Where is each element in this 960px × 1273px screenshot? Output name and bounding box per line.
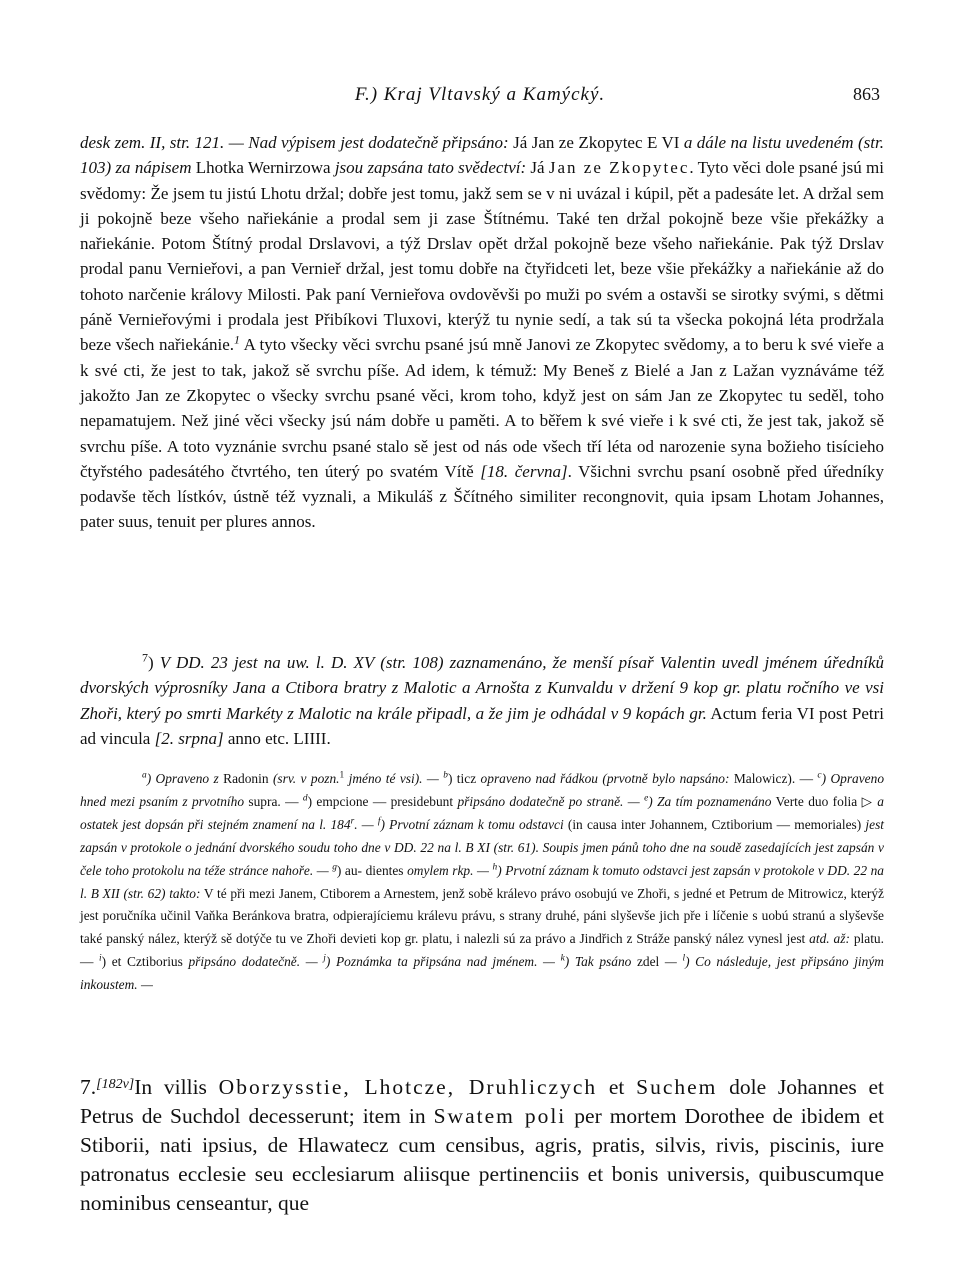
folio-reference: [182v]	[96, 1077, 135, 1092]
main-text-segment: jsou zapsána tato svědectví:	[334, 158, 527, 178]
apparatus-segment: ) Prvotní záznam k tomu odstavci	[380, 816, 564, 832]
apparatus-segment: Radonin	[218, 771, 273, 786]
apparatus-segment: platu. —	[80, 931, 884, 970]
page-number: 863	[853, 84, 880, 104]
footnote-marker: 1	[234, 332, 240, 347]
apparatus-marker: k	[560, 953, 565, 964]
apparatus-marker: b	[443, 770, 448, 781]
main-text-segment: a dále na listu uvedeném (str. 103) za nápisem	[80, 133, 885, 178]
apparatus-segment: ) Co následuje, jest připsáno jiným inkoustem. —	[80, 954, 884, 993]
apparatus-segment: omylem rkp. —	[407, 862, 493, 878]
entry-number: 7.	[80, 1075, 97, 1099]
note-segment: Actum feria VI post Petri ad vincula	[80, 703, 885, 748]
apparatus-segment: Malowicz). —	[729, 771, 818, 786]
apparatus-marker: e	[644, 793, 649, 804]
apparatus-segment: Verte duo folia	[771, 793, 862, 809]
apparatus-segment: ) Tak psáno	[564, 954, 632, 970]
running-head	[80, 84, 880, 114]
note-segment: )	[147, 653, 160, 672]
apparatus-segment: ) Opraveno hned mezi psaním z prvotního	[80, 771, 885, 809]
running-title: F.) Kraj Vltavský a Kamýcký.	[354, 84, 606, 105]
entry-segment: per mortem Dorothee de ibidem et Stiborii, nati ipsius, de Hlawatecz cum censibus, agris, pratis, silvis, rivis, piscinis, iure patronatus ecclesie seu ecclesiarum aliisque pertinenciis et bonis universis, quibuscumque nominibus censeantur, que	[80, 1104, 885, 1215]
apparatus-segment: zdel	[631, 954, 665, 970]
entry-7	[80, 1070, 884, 1218]
apparatus-segment: (srv. v pozn.	[272, 771, 340, 786]
main-text-segment: . Všichni svrchu psaní osobně před úředníky podavše těch lístkóv, ústně též vyznali, a Mikuláš z Ščítného similiter recongnovit, quia ipsam Lhotam Johannes, pater suus, tenuit per plures annos.	[80, 461, 884, 532]
main-text-segment: Lhotka Wernirzowa	[191, 158, 335, 178]
apparatus-marker: l	[682, 953, 686, 964]
apparatus-marker: a	[142, 770, 147, 781]
apparatus-marker: d	[302, 793, 308, 804]
apparatus-segment: —	[664, 954, 683, 970]
apparatus-marker: h	[492, 862, 498, 873]
apparatus-segment: atd. až:	[809, 931, 850, 947]
apparatus-segment: ) et Cztiborius	[101, 954, 189, 970]
footnote-marker: 7	[142, 650, 148, 665]
main-text-segment: Jan ze Zkopytec	[548, 158, 690, 178]
apparatus-segment: (in causa inter Johannem, Cztiborium — memoriales)	[563, 816, 866, 832]
apparatus-marker: r	[350, 816, 355, 827]
main-text-segment: Já	[526, 158, 549, 178]
apparatus-segment: připsáno dodatečně po straně. —	[457, 793, 645, 809]
triangle-symbol-icon: ▷	[861, 793, 873, 809]
apparatus-segment: . —	[354, 816, 378, 832]
apparatus-segment: ) au- dientes	[336, 862, 408, 878]
note-segment: V DD. 23 jest na uw. l. D. XV (str. 108) zaznamenáno, že menší písař Valentin uvedl jménem úředníků dvorských výprosníky Jana a Ctibora bratry z Malotic a Arnošta z Kunvaldu v držení 9 kop gr. platu ročního ve vsi Zhoři, který po smrti Markéty z Malotic na krále připadl, a že jim je odhádal v 9 kopách gr.	[80, 653, 884, 723]
entry-place-names: Oborzysstie, Lhotcze, Druhliczych	[218, 1075, 598, 1099]
apparatus-segment: ) Opraveno z	[146, 771, 219, 786]
apparatus-segment: opraveno nad řádkou (prvotně bylo napsáno:	[480, 771, 730, 786]
note-segment: anno etc. LIIII.	[223, 728, 331, 748]
apparatus-segment: připsáno dodatečně. —	[188, 954, 324, 970]
apparatus-marker: i	[99, 953, 102, 964]
apparatus-marker: j	[323, 953, 326, 964]
apparatus-segment: supra. —	[244, 793, 303, 809]
date-annotation: [18. června]	[480, 461, 568, 481]
footnote-7	[80, 650, 884, 751]
main-text-segment: Já Jan ze Zkopytec E VI	[508, 133, 684, 152]
apparatus-marker: f	[377, 816, 381, 827]
apparatus-segment: ) Za tím poznamenáno	[648, 793, 772, 809]
apparatus-segment: V té při mezi Janem, Ctiborem a Arnestem, jenž sobě králevo právo osobujú ve Zhoři, s jedné et Petrum de Mitrowicz, kterýž jest poručníka učinil Vaňka Beránkova bratra, odpierajíciemu králevu právu, s strany druhé, páni slyševše jich pře i líčenie s uobú stranú a slyševše také panský nález, kterýž sě dotýče tu ve Zhoři devieti kop gr. platu, i nalezli sú za právo a Jindřich z Stráže panský nález vynesl jest	[80, 885, 884, 947]
entry-segment: In villis	[134, 1075, 219, 1099]
entry-place-name: Suchem	[636, 1075, 718, 1099]
date-annotation: [2. srpna]	[154, 728, 224, 748]
main-text-segment: . Tyto věci dole psané jsú mi svědomy: Že jsem tu jistú Lhotu držal; dobře jest tomu, jakž sem se v ni uvázal i kúpil, pět a padesáte let. A držal sem ji pokojně beze všeho nařiekánie a prodal sem ji zase Štítnému. Také ten držal pokojně beze všie překážky a nařiekánie. Potom Štítný prodal Drslavovi, a týž Drslav opět držal pokojně beze všeho nařiekánie. Pak týž Drslav prodal panu Vernieřovi, a pan Vernieř držal, jest tomu dobře na čtyřidceti let, beze všie překážky a nařiekánie až do tohoto narčenie královy Milosti. Pak paní Vernieřova ovdověvši po muži po svém a ostavši se sirotky svými, s dětmi páně Vernieřovými i prodala jest Přibíkovi Tluxovi, kterýž tu nynie sedí, a tak sú ta všecka pokojná léta prodržala beze všech nařiekánie.	[80, 158, 884, 355]
apparatus-segment: jest zapsán v protokole o jednání dvorského soudu toho dne v DD. 22 na l. B XI (str. 61). Soupis jmen pánů toho dne na soudě zasedajících jest zapsán v čele toho protokolu na téže stránce nahoře. —	[80, 816, 885, 878]
main-text-segment: desk zem. II, str. 121. — Nad výpisem jest dodatečně připsáno:	[80, 133, 509, 152]
apparatus-segment: ) empcione — presidebunt	[307, 793, 458, 809]
apparatus-segment: a ostatek jest dopsán při stejném znamení na l. 184	[80, 793, 884, 832]
main-text-segment: A tyto všecky věci svrchu psané jsú mně Janovi ze Zkopytec svědomy, a to beru k své vieře a k své cti, že jest to tak, jakož sě svrchu píše. Ad idem, k témuž: My Beneš z Bielé a Jan z Lažan vyznáváme též jakožto Jan ze Zkopytec o všecky svrchu psané věci, krom toho, když jest on sám Jan ze Zkopytec tu seděl, toho nepamatujem. Než jiné věci všecky jsú nám dobře u paměti. A to běřem k své vieře i k své cti, že jest tak, jakož sě svrchu píše. A toto vyznánie svrchu psané stalo sě jest od nás ode všech tří léta od narozenie syna božieho tisícieho čtyřstého padesátého čtvrtého, ten úterý po svatém Vítě	[80, 335, 884, 481]
main-text-paragraph	[80, 130, 884, 535]
apparatus-notes	[80, 768, 884, 997]
apparatus-segment: jméno té vsi). —	[344, 771, 444, 786]
apparatus-marker: g	[332, 862, 337, 873]
entry-place-name: Swatem poli	[433, 1104, 567, 1128]
entry-segment: dole Johannes et Petrus de Suchdol decesserunt; item in	[80, 1075, 885, 1128]
apparatus-segment: ) Prvotní záznam k tomuto odstavci jest zapsán v protokole v DD. 22 na l. B XII (str. 62) takto:	[80, 862, 884, 901]
apparatus-marker: c	[817, 770, 822, 781]
entry-segment: et	[597, 1075, 637, 1099]
apparatus-segment: ) ticz	[447, 771, 481, 786]
apparatus-segment: ) Poznámka ta připsána nad jménem. —	[325, 954, 561, 970]
apparatus-marker: 1	[339, 770, 345, 781]
